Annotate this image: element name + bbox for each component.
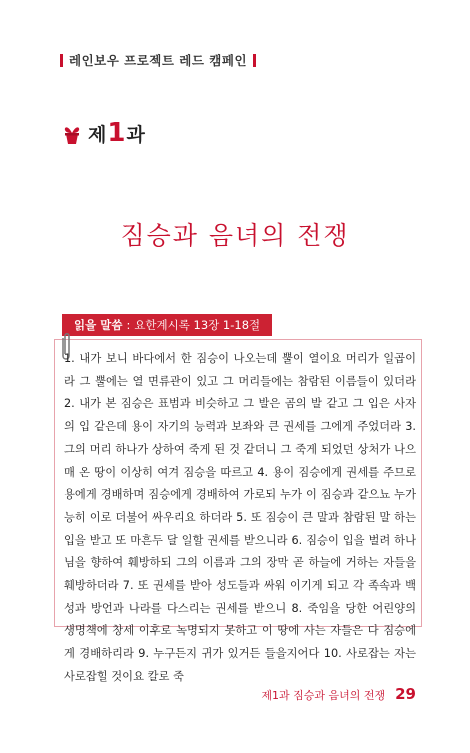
reading-separator: : (126, 318, 131, 332)
campaign-header (60, 52, 256, 68)
lesson-suffix: 과 (126, 124, 145, 146)
flowerpot-icon (62, 121, 82, 145)
reading-label: 읽을 말씀 (74, 318, 123, 332)
header-bar-right (253, 54, 256, 67)
campaign-title: 레인보우 프로젝트 레드 캠페인 (69, 53, 248, 68)
reading-label-banner (62, 314, 272, 336)
lesson-number-value: 1 (107, 118, 126, 148)
lesson-heading (62, 118, 145, 148)
page-number: 29 (395, 685, 416, 703)
header-bar-left (60, 54, 63, 67)
lesson-prefix: 제 (88, 124, 107, 146)
lesson-number (88, 118, 145, 148)
page-title: 짐승과 음녀의 전쟁 (120, 221, 350, 250)
footer-text: 제1과 짐승과 음녀의 전쟁 (261, 689, 386, 702)
page-footer (261, 685, 416, 703)
passage-text: 1. 내가 보니 바다에서 한 짐승이 나오는데 뿔이 열이요 머리가 일곱이라 그 뿔에는 열 면류관이 있고 그 머리들에는 참람된 이름들이 있더라 2. 내가 본 짐승은 표범과 비슷하고 그 발은 곰의 발 같고 그 입은 사자의 입 같은데 용이 자기의 능력과 보좌와 큰 권세를 그에게 주었더라 3. 그의 머리 하나가 상하여 죽게 된 것 같더니 그 죽게 되었던 상처가 나으매 온 땅이 이상히 여겨 짐승을 따르고 4. 용이 짐승에게 권세를 주므로 용에게 경배하며 짐승에게 경배하여 가로되 누가 이 짐승과 같으뇨 누가 능히 이로 더불어 싸우리요 하더라 5. 또 짐승이 큰 말과 참람된 말 하는 입을 받고 또 마흔두 달 일할 권세를 받으니라 6. 짐승이 입을 벌려 하나님을 향하여 훼방하되 그의 이름과 그의 장막 곧 하늘에 거하는 자들을 훼방하더라 7. 또 권세를 받아 성도들과 싸워 이기게 되고 각 족속과 백성과 방언과 나라를 다스리는 권세를 받으니 8. 죽임을 당한 어린양의 생명책에 창세 이후로 녹명되지 못하고 이 땅에 사는 자들은 다 짐승에게 경배하리라 9. 누구든지 귀가 있거든 들을지어다 10. 사로잡는 자는 사로잡힐 것이요 칼로 죽 (64, 352, 416, 683)
reading-reference: 요한계시록 13장 1-18절 (134, 318, 261, 332)
